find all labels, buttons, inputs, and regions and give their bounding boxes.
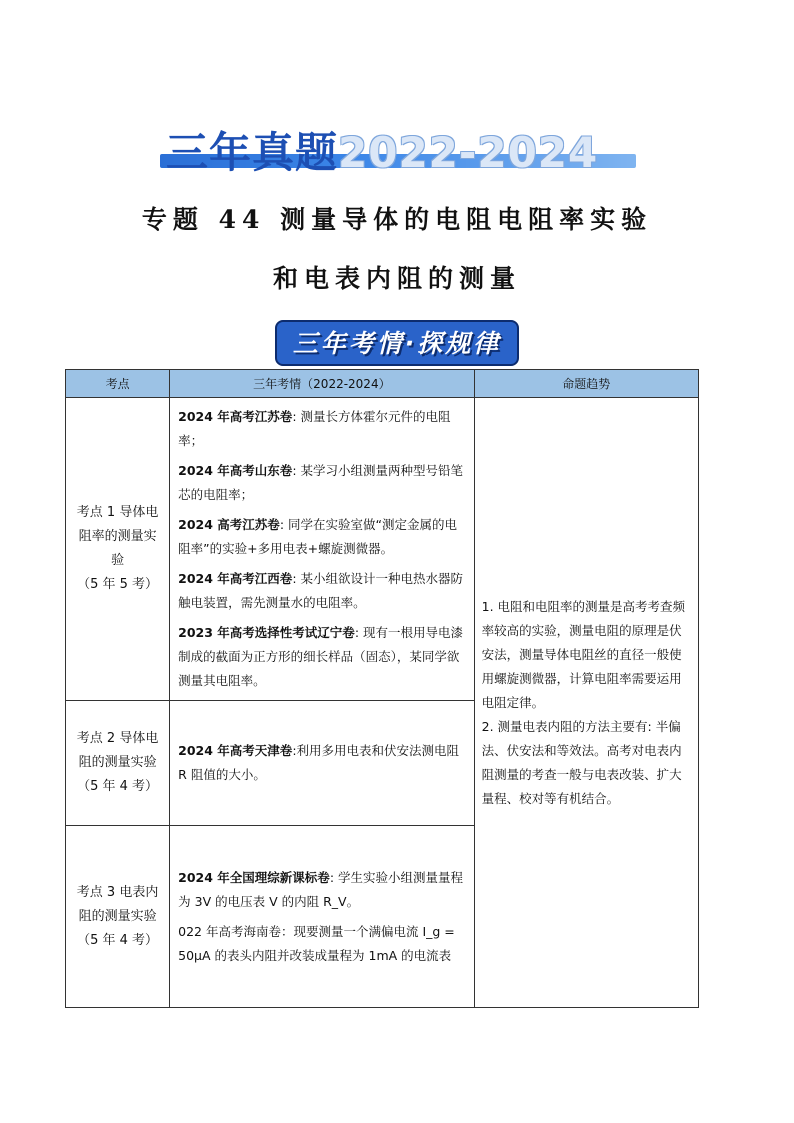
table-header-row <box>66 370 699 398</box>
list-item: 2024 年高考天津卷:利用多用电表和伏安法测电阻 R 阻值的大小。 <box>178 743 460 782</box>
kaodian-line: 考点 3 电表内 <box>76 884 159 900</box>
list-item: 2024 年高考山东卷: 某学习小组测量两种型号铅笔芯的电阻率； <box>178 463 463 502</box>
list-item: 2024 高考江苏卷: 同学在实验室做“测定金属的电阻率”的实验+多用电表+螺旋测微器。 <box>178 517 457 556</box>
trend-paragraph-2: 2. 测量电表内阻的方法主要有: 半偏法、伏安法和等效法。高考对电表内阻测量的考查一般与电表改装、扩大量程、校对等有机结合。 <box>481 718 682 806</box>
page-title-line1: 专题 44 测量导体的电阻电阻率实验 <box>141 205 653 234</box>
kaoqing-cell-1 <box>170 398 474 701</box>
banner-text <box>166 120 598 180</box>
kaodian-cell-3 <box>66 826 170 1008</box>
kaodian-cell-1 <box>66 398 170 701</box>
list-item: 022 年高考海南卷：现要测量一个满偏电流 I_g = 50μA 的表头内阻并改装成量程为 1mA 的电流表 <box>178 923 455 963</box>
kaodian-line: （5 年 5 考） <box>77 577 159 592</box>
exam-table <box>65 369 699 1008</box>
table-row <box>66 398 699 701</box>
kaodian-line: 考点 1 导体电 <box>76 505 159 520</box>
kaodian-cell-2 <box>66 701 170 826</box>
banner-title-cn: 三年真题 <box>166 128 339 177</box>
kaodian-line: 阻的测量实验 <box>78 755 157 770</box>
list-item: 2024 年全国理综新课标卷: 学生实验小组测量量程为 3V 的电压表 V 的内阻 R_V。 <box>178 869 463 909</box>
kaoqing-cell-2 <box>170 701 474 826</box>
header-kaoqing: 三年考情（2022-2024） <box>170 370 474 398</box>
kaodian-line: （5 年 4 考） <box>77 932 159 948</box>
list-item: 2024 年高考江西卷: 某小组欲设计一种电热水器防触电装置，需先测量水的电阻率。 <box>178 571 463 610</box>
list-item: 2024 年高考江苏卷: 测量长方体霍尔元件的电阻率； <box>178 409 451 448</box>
kaodian-line: （5 年 4 考） <box>77 779 159 794</box>
trend-cell <box>474 398 698 1008</box>
page-title-line2: 和电表内阻的测量 <box>272 264 521 293</box>
list-item: 2023 年高考选择性考试辽宁卷: 现有一根用导电漆制成的截面为正方形的细长样品（固态），某同学欲测量其电阻率。 <box>178 625 463 688</box>
kaodian-line: 验 <box>111 553 125 568</box>
kaodian-line: 考点 2 导体电 <box>76 731 159 746</box>
subtitle-text: 三年考情·探规律 <box>275 320 520 366</box>
header-kaodian: 考点 <box>66 370 170 398</box>
header-trend: 命题趋势 <box>474 370 698 398</box>
banner <box>160 120 636 177</box>
kaodian-line: 阻的测量实验 <box>78 908 157 924</box>
trend-paragraph-1: 1. 电阻和电阻率的测量是高考考查频率较高的实验，测量电阻的原理是伏安法，测量导体电阻丝的直径一般使用螺旋测微器，计算电阻率需要运用电阻定律。 <box>481 598 686 710</box>
banner-title-years: 2022-2024 <box>338 128 599 177</box>
kaoqing-cell-3 <box>170 826 474 1008</box>
subtitle-badge <box>0 320 794 366</box>
kaodian-line: 阻率的测量实 <box>78 529 157 544</box>
